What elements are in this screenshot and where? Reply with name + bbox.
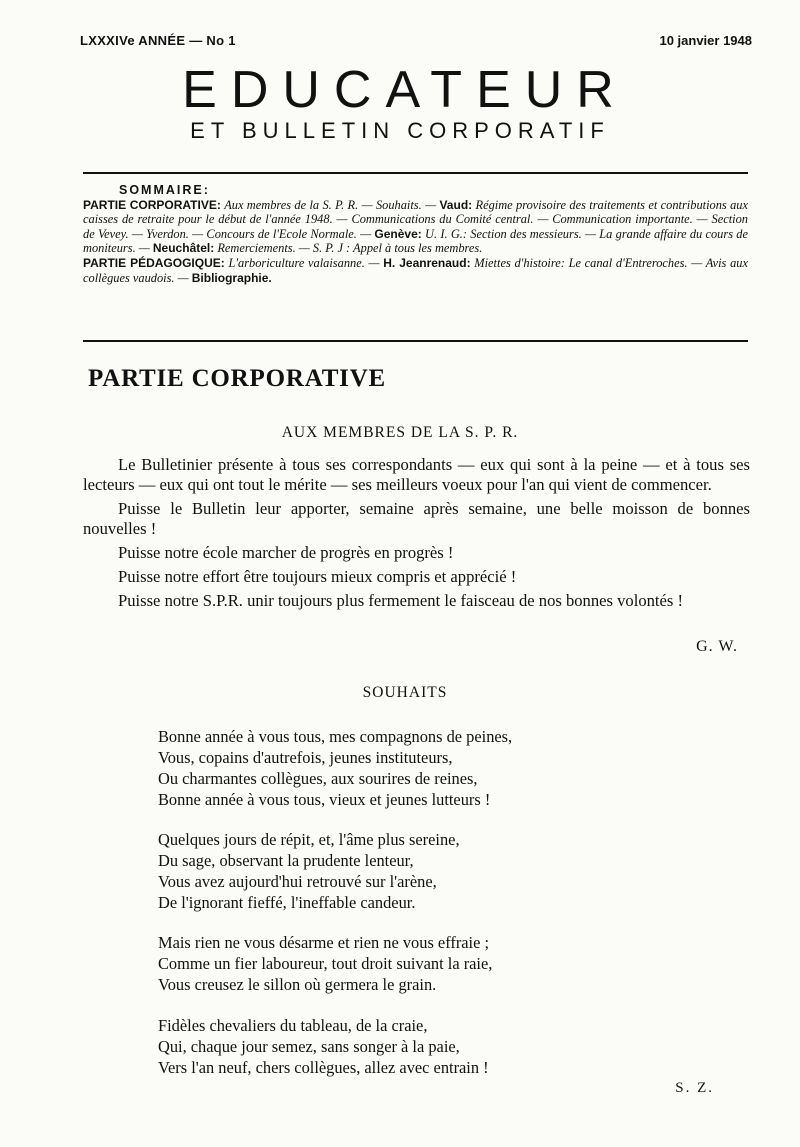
summary-region: Vaud: xyxy=(439,197,473,212)
masthead xyxy=(0,62,800,144)
table-of-contents xyxy=(83,183,748,285)
issue-number: LXXXIVe ANNÉE — No 1 xyxy=(80,33,236,48)
divider-top xyxy=(83,172,748,174)
journal-title: EDUCATEUR xyxy=(182,61,628,119)
summary-author: H. Jeanrenaud: xyxy=(383,255,471,270)
summary-corporative xyxy=(83,198,748,256)
issue-line xyxy=(80,33,752,51)
poem-line: Vous creusez le sillon où germera le grain. xyxy=(158,975,437,994)
summary-item: Régime provisoire des traitements et contributions aux caisses de retraite pour le début de l'année 1948. — Communications du Comité central. — Communication importante. — Section de Vevey. — Yverdon. — Concours de l'Ecole Normale. — xyxy=(83,197,748,241)
poem-line: Ou charmantes collègues, aux sourires de reines, xyxy=(158,769,478,788)
poem-line: Vous, copains d'autrefois, jeunes instituteurs, xyxy=(158,748,453,767)
poem-line: Vous avez aujourd'hui retrouvé sur l'arène, xyxy=(158,872,437,891)
summary-region: Neuchâtel: xyxy=(152,241,215,256)
poem-line: Bonne année à vous tous, mes compagnons de peines, xyxy=(158,727,513,746)
paragraph: Puisse notre école marcher de progrès en progrès ! xyxy=(118,543,454,562)
article-signature: G. W. xyxy=(696,638,738,655)
poem-line: De l'ignorant fieffé, l'ineffable candeur. xyxy=(158,893,416,912)
poem-signature: S. Z. xyxy=(675,1080,714,1096)
summary-item: L'arboriculture valaisanne. — xyxy=(228,255,380,270)
poem-stanza xyxy=(158,829,460,913)
poem-line: Du sage, observant la prudente lenteur, xyxy=(158,851,414,870)
poem-line: Bonne année à vous tous, vieux et jeunes lutteurs ! xyxy=(158,790,491,809)
poem-heading: SOUHAITS xyxy=(362,684,448,701)
summary-heading: SOMMAIRE: xyxy=(119,183,210,197)
paragraph: Puisse le Bulletin leur apporter, semaine après semaine, une belle moisson de bonnes nouvelles ! xyxy=(83,499,750,538)
article-body xyxy=(83,455,750,615)
summary-item: Miettes d'histoire: Le canal d'Entreroches. — Avis aux collègues vaudois. — xyxy=(83,255,748,285)
summary-item: Bibliographie. xyxy=(191,270,272,285)
summary-item: Aux membres de la S. P. R. — Souhaits. — xyxy=(224,197,437,212)
section-title: PARTIE CORPORATIVE xyxy=(88,365,387,392)
poem-line: Fidèles chevaliers du tableau, de la craie, xyxy=(158,1016,428,1035)
paragraph: Puisse notre effort être toujours mieux compris et apprécié ! xyxy=(118,567,517,586)
journal-subtitle: ET BULLETIN CORPORATIF xyxy=(190,118,610,143)
summary-region: Genève: xyxy=(374,226,422,241)
poem-line: Qui, chaque jour semez, sans songer à la paie, xyxy=(158,1037,460,1056)
poem-line: Quelques jours de répit, et, l'âme plus sereine, xyxy=(158,830,460,849)
poem-line: Mais rien ne vous désarme et rien ne vous effraie ; xyxy=(158,933,490,952)
summary-corporative-label: PARTIE CORPORATIVE: xyxy=(83,197,221,212)
poem-line: Vers l'an neuf, chers collègues, allez avec entrain ! xyxy=(158,1058,489,1077)
summary-pedagogic xyxy=(83,256,748,285)
paragraph: Puisse notre S.P.R. unir toujours plus fermement le faisceau de nos bonnes volontés ! xyxy=(118,591,684,610)
poem-stanza xyxy=(158,932,492,995)
issue-date: 10 janvier 1948 xyxy=(659,33,752,48)
poem-stanza xyxy=(158,1015,489,1078)
paragraph: Le Bulletinier présente à tous ses correspondants — eux qui sont à la peine — et à tous ses lecteurs — eux qui ont tout le mérite — ses meilleurs voeux pour l'an qui vient de commencer. xyxy=(83,455,750,494)
summary-item: U. I. G.: Section des messieurs. — La grande affaire du cours de moniteurs. — xyxy=(83,226,748,256)
summary-item: Remerciements. — S. P. J : Appel à tous les membres. xyxy=(217,241,483,256)
poem-line: Comme un fier laboureur, tout droit suivant la raie, xyxy=(158,954,493,973)
article-heading: AUX MEMBRES DE LA S. P. R. xyxy=(281,424,519,441)
divider-bottom xyxy=(83,340,748,342)
summary-pedagogic-label: PARTIE PÉDAGOGIQUE: xyxy=(83,255,225,270)
poem-stanza xyxy=(158,726,512,810)
